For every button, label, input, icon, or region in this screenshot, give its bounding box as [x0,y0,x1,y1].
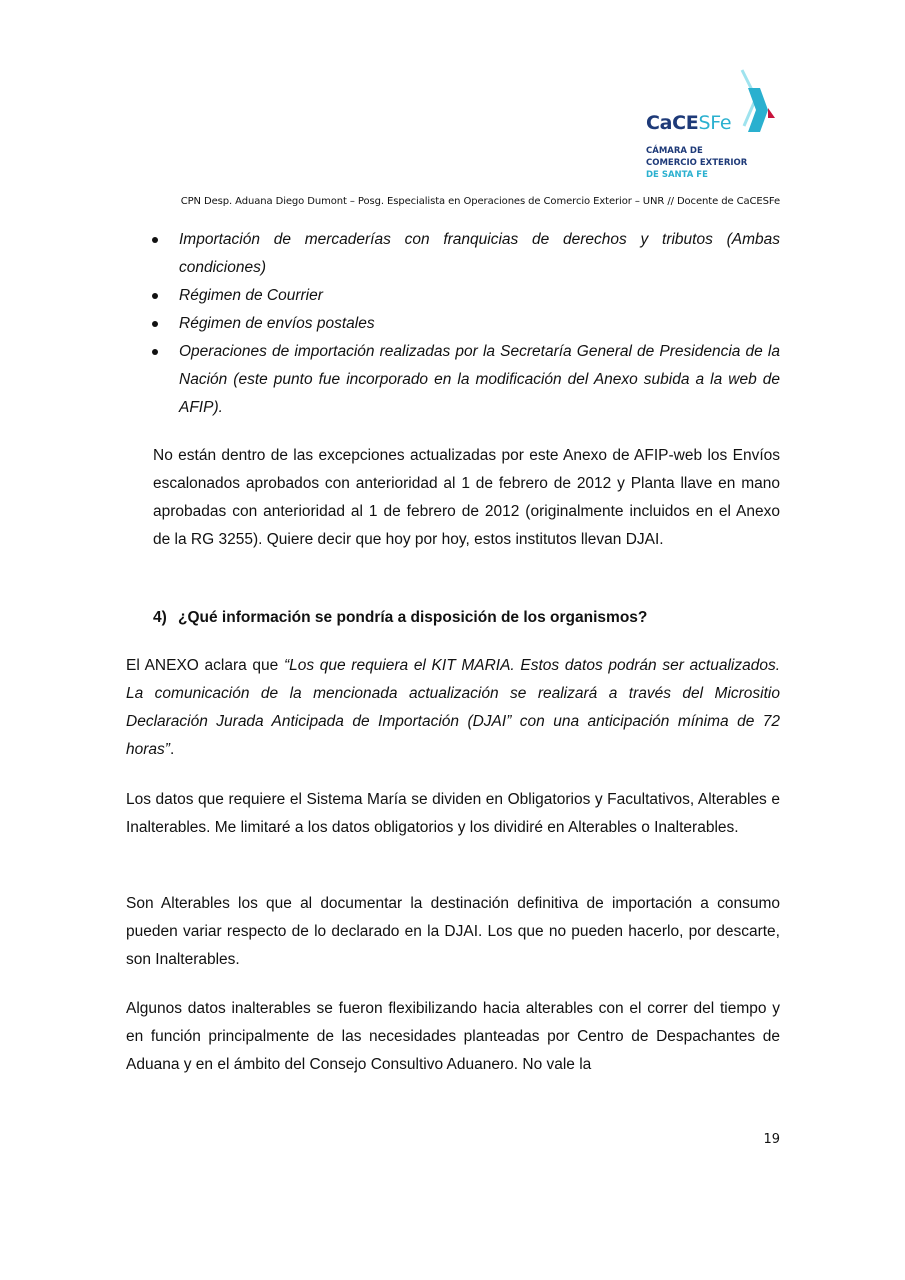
bullet-dot-icon [152,293,158,299]
paragraph-datos: Los datos que requiere el Sistema María se dividen en Obligatorios y Facultativos, Alterables e Inalterables. Me limitaré a los datos obligatorios y los dividiré en Alterables o Inalterables. [126,791,780,836]
logo-subtitle: CÁMARA DE COMERCIO EXTERIOR DE SANTA FE [646,146,748,180]
list-item: Régimen de Courrier [152,282,780,310]
paragraph-exceptions: No están dentro de las excepciones actualizadas por este Anexo de AFIP-web los Envíos escalonados aprobados con anterioridad al 1 de febrero de 2012 y Planta llave en mano aprobadas con anterioridad al 1 de febrero de 2012 (originalmente incluidos en el Anexo de la RG 3255). Quiere decir que hoy por hoy, estos institutos llevan DJAI. [153,447,780,548]
paragraph-alterables: Son Alterables los que al documentar la destinación definitiva de importación a consumo pueden variar respecto de lo declarado en la DJAI. Los que no pueden hacerlo, por descarte, son Inalterables. [126,895,780,968]
page-number: 19 [763,1132,780,1147]
paragraph-anexo: El ANEXO aclara que “Los que requiera el KIT MARIA. Estos datos podrán ser actualizados. La comunicación de la mencionada actualización se realizará a través del Micrositio Declaración Jurada Anticipada de Importación (DJAI” con una anticipación mínima de 72 horas”. [126,657,780,758]
section-heading: 4) ¿Qué información se pondría a disposición de los organismos? [153,609,648,626]
list-item: Régimen de envíos postales [152,310,780,338]
exceptions-list [152,226,780,422]
list-item: Importación de mercaderías con franquicias de derechos y tributos (Ambas condiciones) [152,226,780,282]
bullet-dot-icon [152,237,158,243]
cacesfe-logo [646,68,786,188]
author-header: CPN Desp. Aduana Diego Dumont – Posg. Especialista en Operaciones de Comercio Exterior – UNR // Docente de CaCESFe [180,196,780,207]
list-item: Operaciones de importación realizadas por la Secretaría General de Presidencia de la Nación (este punto fue incorporado en la modificación del Anexo subida a la web de AFIP). [152,338,780,422]
bullet-dot-icon [152,321,158,327]
bullet-dot-icon [152,349,158,355]
chevron-logo-icon [738,68,778,134]
logo-name: CaCESFe [646,112,732,134]
paragraph-algunos: Algunos datos inalterables se fueron flexibilizando hacia alterables con el correr del tiempo y en función principalmente de las necesidades planteadas por Centro de Despachantes de Aduana y en el ámbito del Consejo Consultivo Aduanero. No vale la [126,1000,780,1073]
